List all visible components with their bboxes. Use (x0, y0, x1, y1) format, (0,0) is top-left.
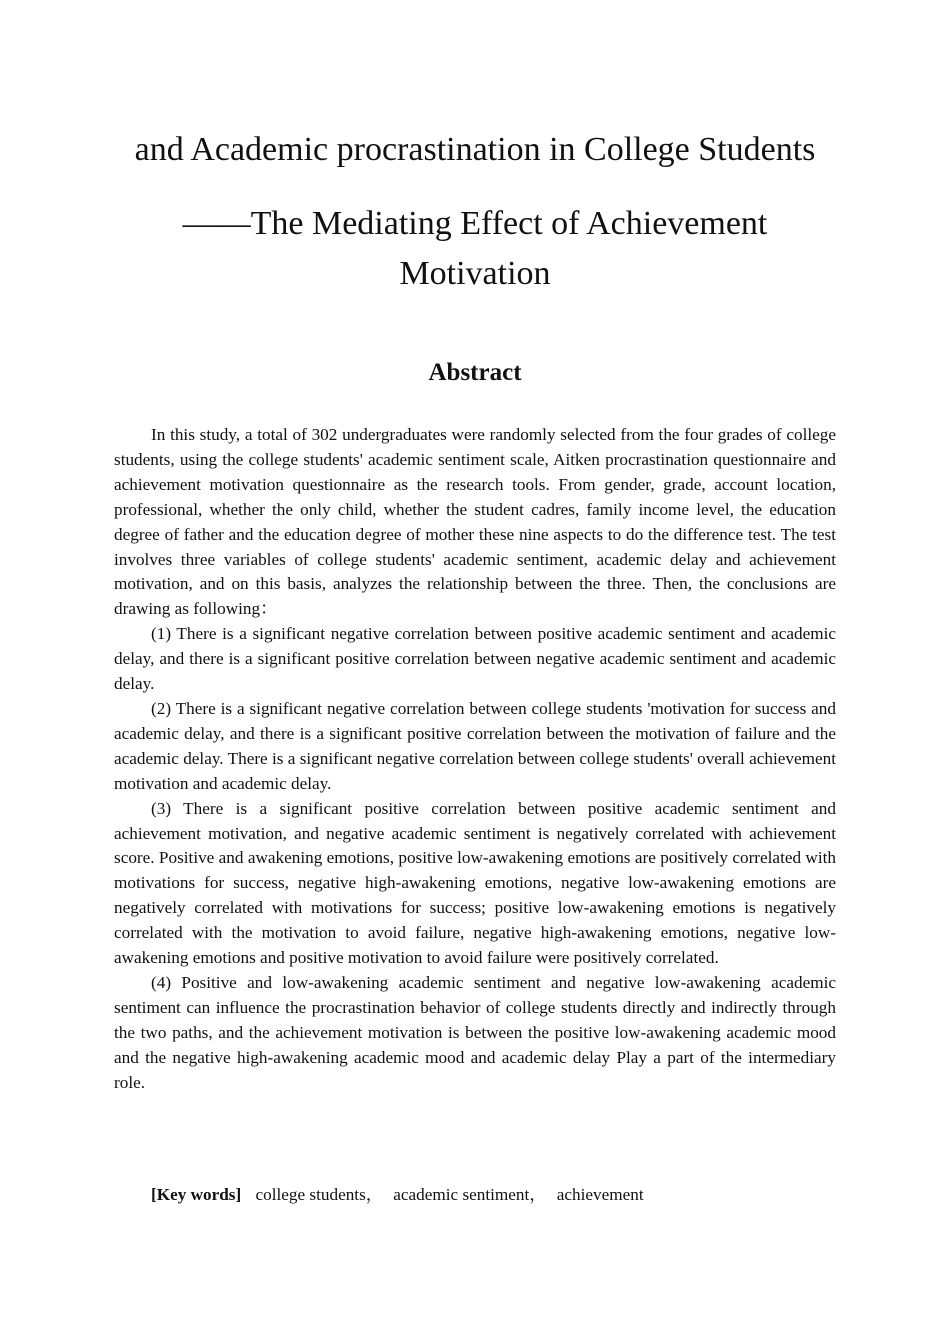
abstract-body (114, 423, 836, 1095)
keyword-item: academic sentiment (393, 1185, 530, 1204)
title-line-3: Motivation (399, 255, 551, 292)
abstract-paragraph-conclusion-3: (3) There is a significant positive correlation between positive academic sentiment and achievement motivation, and negative academic sentiment is negatively correlated with achievement score. Positive and awakening emotions, positive low-awakening emotions are positively correlated with motivations for success, negative high-awakening emotions, negative low-awakening emotions are negatively correlated with motivations for success; positive low-awakening emotions is negatively correlated with the motivation to avoid failure, negative high-awakening emotions, negative low-awakening emotions and positive motivation to avoid failure were positively correlated. (114, 798, 836, 968)
abstract-paragraph-intro: In this study, a total of 302 undergraduates were randomly selected from the four grades of college students, using the college students' academic sentiment scale, Aitken procrastination questionnaire and achievement motivation questionnaire as the research tools. From gender, grade, account location, professional, whether the only child, whether the student cadres, family income level, the education degree of father and the education degree of mother these nine aspects to do the difference test. The test involves three variables of college students' academic sentiment, academic delay and achievement motivation, and on this basis, analyzes the relationship between the three. Then, the conclusions are drawing as following： (114, 425, 836, 619)
keyword-separator: ， (529, 1185, 547, 1204)
keyword-separator: ， (365, 1185, 383, 1204)
abstract-paragraph-conclusion-1: (1) There is a significant negative correlation between positive academic sentiment and academic delay, and there is a significant positive correlation between negative academic sentiment and academic delay. (114, 624, 836, 694)
keywords-label: [Key words] (151, 1185, 242, 1204)
abstract-paragraph-conclusion-2: (2) There is a significant negative correlation between college students 'motivation for success and academic delay, and there is a significant positive correlation between the motivation of failure and the academic delay. There is a significant negative correlation between college students' overall achievement motivation and academic delay. (114, 698, 836, 793)
abstract-heading: Abstract (428, 359, 522, 386)
abstract-paragraph-conclusion-4: (4) Positive and low-awakening academic sentiment and negative low-awakening academic sentiment can influence the procrastination behavior of college students directly and indirectly through the two paths, and the achievement motivation is between the positive low-awakening academic mood and the negative high-awakening academic mood and academic delay Play a part of the intermediary role. (114, 972, 836, 1092)
title-line-2: ——The Mediating Effect of Achievement (182, 205, 768, 242)
keyword-item: college students (255, 1185, 366, 1204)
keywords-line (151, 1182, 841, 1207)
keyword-item: achievement (556, 1185, 644, 1204)
title-line-1: and Academic procrastination in College Students (134, 131, 816, 168)
